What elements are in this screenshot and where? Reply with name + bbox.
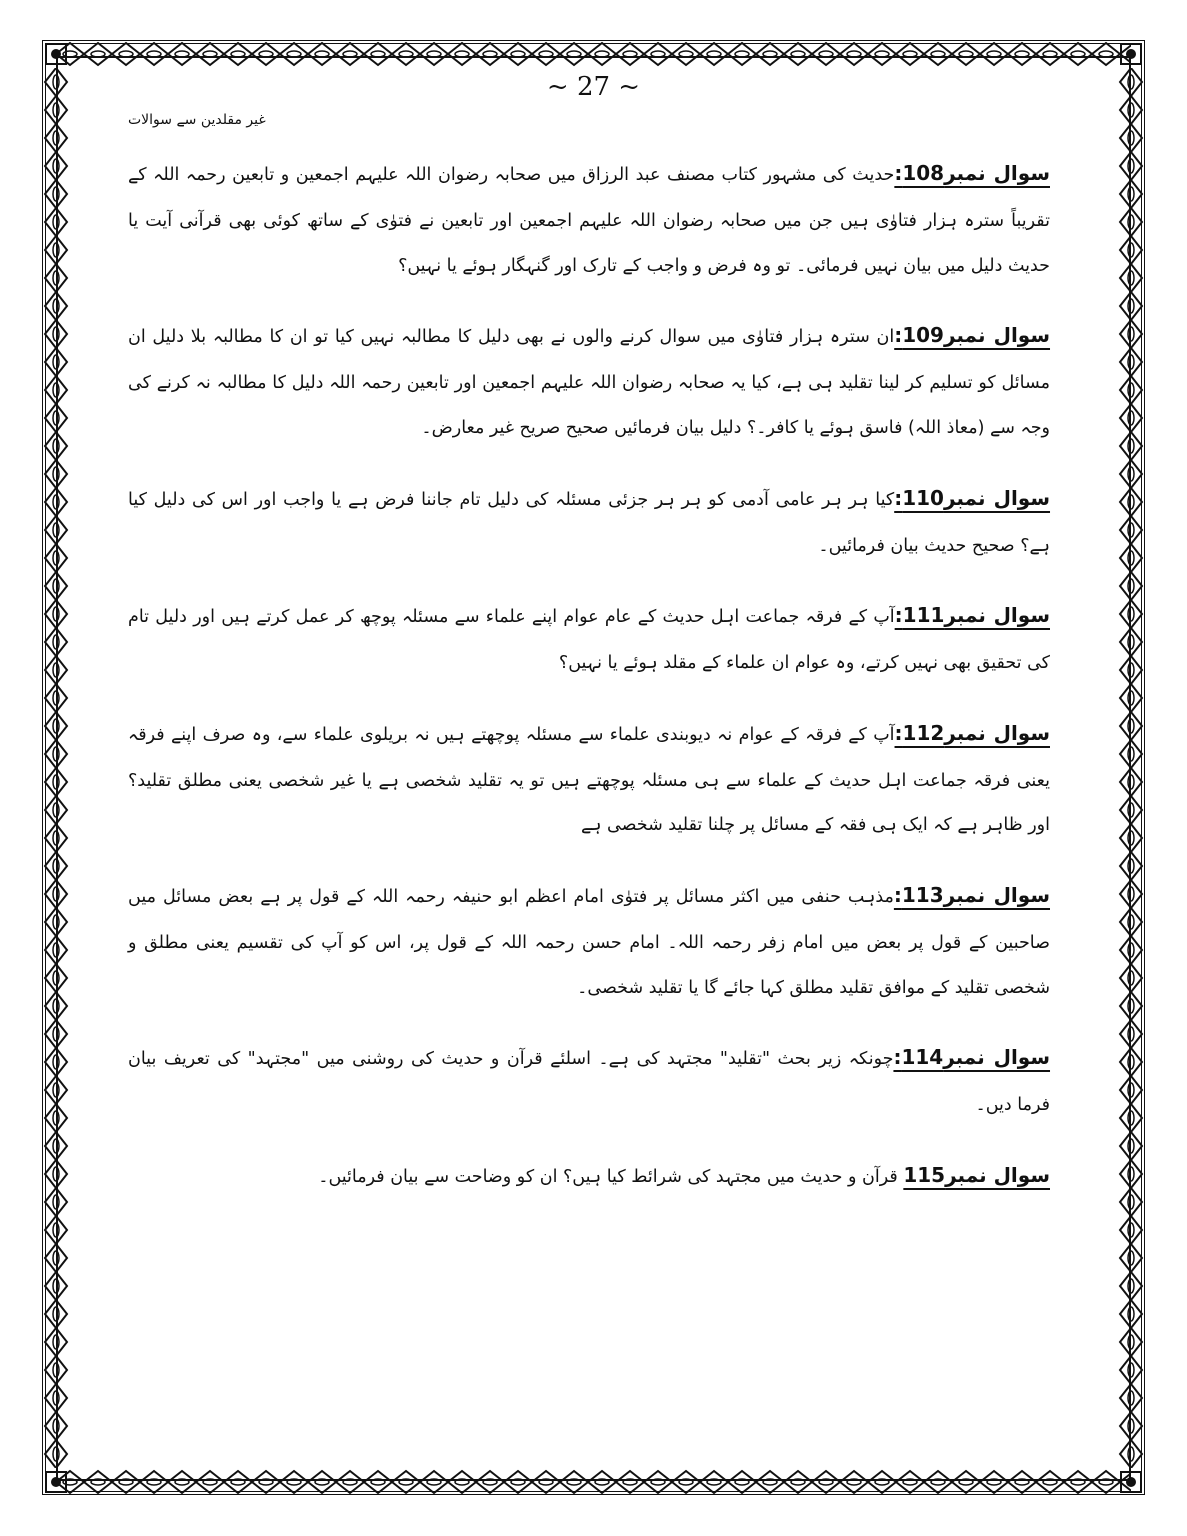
question-text: آپ کے فرقہ جماعت اہل حدیث کے عام عوام اپنے علماء سے مسئلہ پوچھ کر عمل کرتے ہیں اور دلیل تام کی تحقیق بھی نہیں کرتے، وہ عوام ان علماء کے مقلد ہوئے یا نہیں؟ xyxy=(128,607,1050,674)
question-label: سوال نمبر115 xyxy=(903,1162,1050,1187)
question-113 xyxy=(128,870,1050,1010)
question-text: حدیث کی مشہور کتاب مصنف عبد الرزاق میں صحابہ رضوان اللہ علیہم اجمعین و تابعین رحمہ اللہ کے تقریباً سترہ ہزار فتاوٰی ہیں جن میں صحابہ رضوان اللہ علیہم اجمعین اور تابعین نے فتوٰی کے ساتھ کوئی بھی قرآنی آیت یا حدیث دلیل میں بیان نہیں فرمائی۔ تو وہ فرض و واجب کے تارک اور گنہگار ہوئے یا نہیں؟ xyxy=(128,165,1050,276)
question-text: قرآن و حدیث میں مجتہد کی شرائط کیا ہیں؟ ان کو وضاحت سے بیان فرمائیں۔ xyxy=(318,1166,904,1187)
question-label: سوال نمبر109: xyxy=(894,323,1051,348)
question-text: کیا ہر ہر عامی آدمی کو ہر ہر جزئی مسئلہ کی دلیل تام جاننا فرض ہے یا واجب اور اس کی دلیل کیا ہے؟ صحیح حدیث بیان فرمائیں۔ xyxy=(128,489,1050,556)
question-text: چونکہ زیر بحث "تقلید" مجتہد کی ہے۔ اسلئے قرآن و حدیث کی روشنی میں "مجتہد" کی تعریف بیان فرما دیں۔ xyxy=(128,1049,1050,1116)
running-head: غیر مقلدین سے سوالات xyxy=(128,112,266,128)
corner-ornament xyxy=(1117,1468,1145,1496)
corner-ornament xyxy=(1117,40,1145,68)
question-label: سوال نمبر111: xyxy=(894,603,1050,628)
question-111 xyxy=(128,590,1050,686)
question-label: سوال نمبر113: xyxy=(893,883,1050,907)
question-109 xyxy=(128,310,1050,450)
question-110 xyxy=(128,473,1050,569)
page-body xyxy=(128,148,1050,1223)
question-text: ان سترہ ہزار فتاوٰی میں سوال کرنے والوں نے بھی دلیل کا مطالبہ نہیں کیا تو ان کا مطالبہ بلا دلیل ان مسائل کو تسلیم کر لینا تقلید ہی ہے، کیا یہ صحابہ رضوان اللہ علیہم اجمعین اور تابعین رحمہ اللہ دلیل کا مطالبہ نہ کرنے کی وجہ سے (معاذ اللہ) فاسق ہوئے یا کافر۔؟ دلیل بیان فرمائیں صحیح صریح غیر معارض۔ xyxy=(128,327,1050,438)
border-band-left xyxy=(42,68,70,1468)
border-band-top xyxy=(56,40,1131,68)
question-115 xyxy=(128,1150,1050,1201)
question-label: سوال نمبر108: xyxy=(894,161,1050,185)
question-text: آپ کے فرقہ کے عوام نہ دیوبندی علماء سے مسئلہ پوچھتے ہیں نہ بریلوی علماء سے، وہ صرف اپنے فرقہ یعنی فرقہ جماعت اہل حدیث کے علماء سے ہی مسئلہ پوچھتے ہیں تو یہ تقلید شخصی ہے یا غیر شخصی یعنی مطلق تقلید؟ اور ظاہر ہے کہ ایک ہی فقہ کے مسائل پر چلنا تقلید شخصی ہے xyxy=(128,724,1050,836)
border-band-bottom xyxy=(56,1468,1131,1496)
question-112 xyxy=(128,708,1050,848)
question-label: سوال نمبر114: xyxy=(893,1045,1051,1070)
question-label: سوال نمبر112: xyxy=(894,720,1050,745)
page-number: ~ 27 ~ xyxy=(546,72,641,102)
question-108 xyxy=(128,148,1050,288)
question-text: مذہب حنفی میں اکثر مسائل پر فتوٰی امام اعظم ابو حنیفہ رحمہ اللہ کے قول پر ہے بعض مسائل میں صاحبین کے قول پر بعض میں امام زفر رحمہ اللہ۔ امام حسن رحمہ اللہ کے قول پر، اس کو آپ کی تقسیم یعنی مطلق و شخصی تقلید کے موافق تقلید مطلق کہا جائے گا یا تقلید شخصی۔ xyxy=(128,887,1050,998)
question-label: سوال نمبر110: xyxy=(894,485,1051,510)
border-band-right xyxy=(1117,68,1145,1468)
question-114 xyxy=(128,1032,1050,1128)
corner-ornament xyxy=(42,1468,70,1496)
corner-ornament xyxy=(42,40,70,68)
